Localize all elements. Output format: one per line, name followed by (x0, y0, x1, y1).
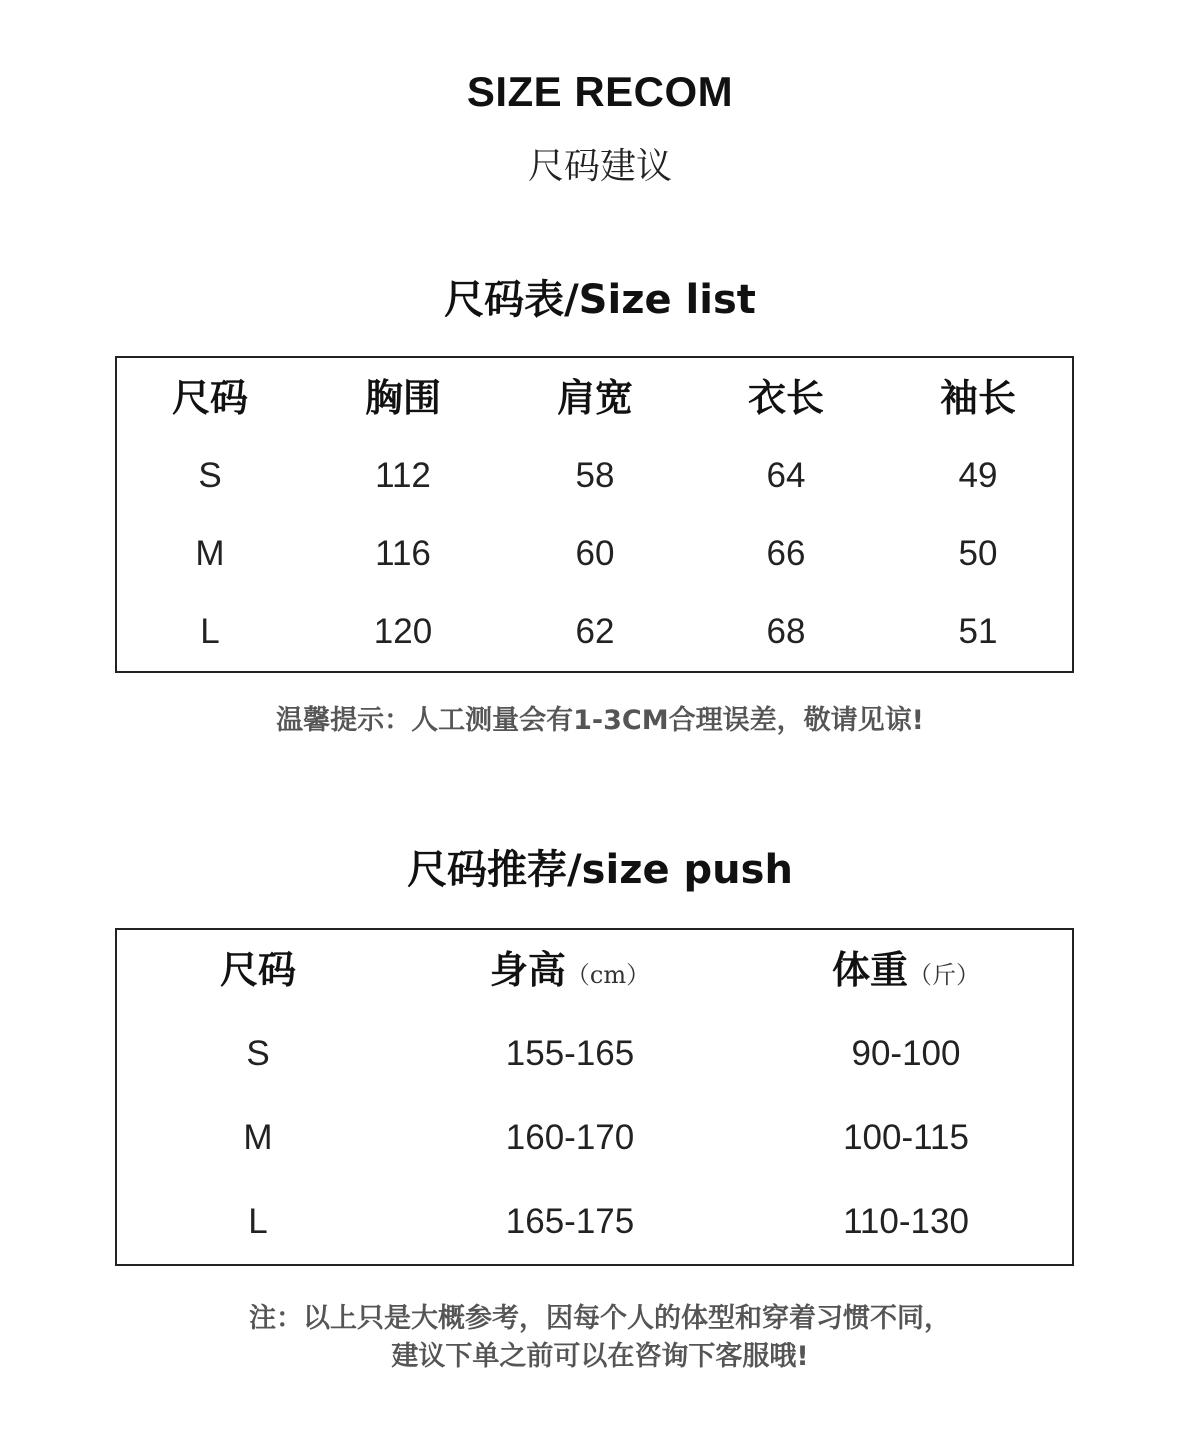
table-cell: M (195, 534, 225, 573)
header-cell-shoulder: 肩宽 (556, 376, 633, 420)
table-cell: S (246, 1034, 270, 1073)
table-row (117, 446, 1072, 506)
table-cell: M (243, 1118, 273, 1157)
table-cell: L (248, 1202, 268, 1241)
header-cell-size (178, 940, 338, 1000)
size-list-table (115, 356, 1074, 673)
table-cell: 51 (958, 612, 998, 651)
table-cell: 60 (575, 534, 615, 573)
table-cell: 120 (373, 612, 433, 651)
table-cell: 116 (375, 534, 431, 573)
table-cell: 64 (766, 456, 806, 495)
header-unit: （斤） (908, 961, 980, 989)
table-cell: 68 (766, 612, 806, 651)
page-subtitle: 尺码建议 (527, 146, 672, 187)
table-cell: S (198, 456, 222, 495)
table-cell: 49 (958, 456, 998, 495)
table-cell: 155-165 (505, 1034, 635, 1073)
table-cell: 112 (375, 456, 431, 495)
page-title: SIZE RECOM (466, 68, 734, 115)
header-cell-sleeve: 袖长 (939, 376, 1016, 420)
table-cell: 90-100 (851, 1034, 961, 1073)
table-row (117, 1192, 1072, 1252)
size-list-title: 尺码表/Size list (444, 277, 756, 323)
table-row (117, 524, 1072, 584)
table-cell: 66 (766, 534, 806, 573)
table-row (117, 602, 1072, 662)
header-cell-chest: 胸围 (364, 376, 441, 420)
table-cell: 160-170 (505, 1118, 635, 1157)
table-cell: 58 (575, 456, 615, 495)
table-cell: 110-130 (843, 1202, 969, 1241)
recommendation-note-line-1: 注：以上只是大概参考，因每个人的体型和穿着习惯不同， (249, 1303, 951, 1334)
table-row (117, 1108, 1072, 1168)
table-cell: 100-115 (843, 1118, 969, 1157)
header-cell-weight (796, 940, 1016, 1000)
table-cell: 50 (958, 534, 998, 573)
table-cell: 165-175 (505, 1202, 635, 1241)
size-push-title: 尺码推荐/size push (407, 847, 793, 893)
header-label: 体重 (831, 948, 908, 992)
header-cell-height (460, 940, 680, 1000)
recommendation-note-line-2: 建议下单之前可以在咨询下客服哦! (391, 1341, 809, 1372)
header-label: 尺码 (219, 948, 296, 992)
header-label: 身高 (489, 948, 566, 992)
header-cell-length: 衣长 (747, 376, 824, 420)
size-push-header-row (117, 940, 1072, 1000)
measurement-note: 温馨提示：人工测量会有1-3CM合理误差，敬请见谅! (276, 705, 924, 736)
size-list-header-row (117, 368, 1072, 428)
table-cell: 62 (575, 612, 615, 651)
size-push-table (115, 928, 1074, 1266)
table-row (117, 1024, 1072, 1084)
table-cell: L (200, 612, 220, 651)
header-cell-size: 尺码 (171, 376, 248, 420)
header-unit: （cm） (565, 961, 651, 989)
